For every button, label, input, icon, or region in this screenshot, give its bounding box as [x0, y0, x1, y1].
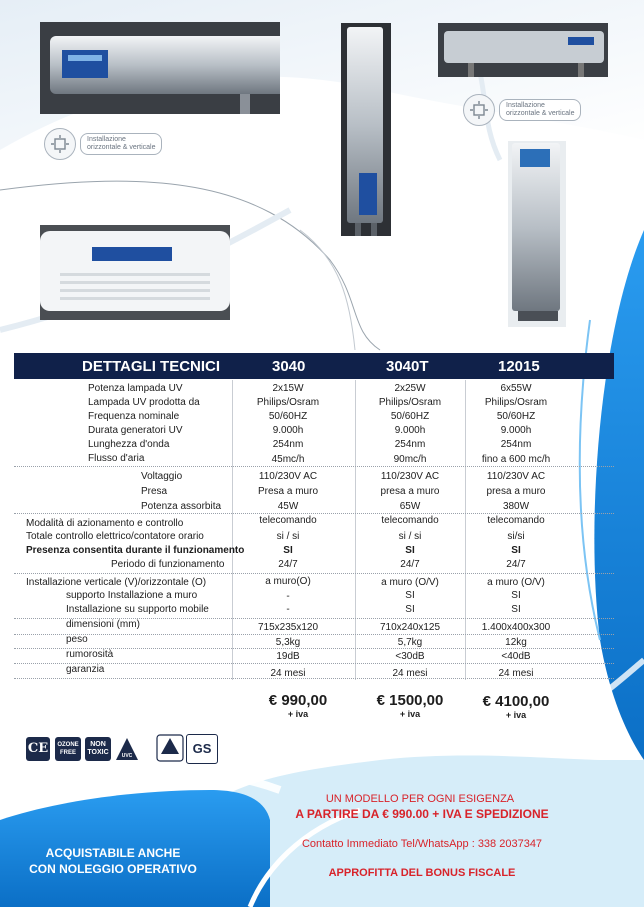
cell-3040: 5,3kg [275, 637, 301, 648]
rotate-arrows-icon [44, 128, 76, 160]
row-separator [14, 513, 614, 514]
model-3040-header: 3040 [272, 358, 306, 375]
cell-3040t: 24 mesi [392, 668, 428, 679]
rental-line2: CON NOLEGGIO OPERATIVO [29, 862, 197, 876]
cell-12015: 50/60HZ [496, 411, 536, 422]
cell-3040t: 90mc/h [393, 454, 427, 465]
price-value: € 1500,00 [376, 692, 444, 709]
model-3040t-header: 3040T [386, 358, 429, 375]
rotate-arrows-icon [463, 94, 495, 126]
cell-12015: si/si [507, 531, 525, 542]
model-12015-header: 12015 [498, 358, 540, 375]
row-label: Presenza consentita durante il funzionamento [26, 545, 245, 556]
cell-3040: 715x235x120 [257, 622, 319, 633]
uvc-text: UVC [121, 753, 133, 759]
cell-3040: telecomando [259, 515, 317, 526]
cell-3040t: 50/60HZ [390, 411, 430, 422]
cell-3040: si / si [276, 531, 300, 542]
install-badge-line1: Installazione [87, 136, 126, 143]
cell-3040t: 254nm [394, 439, 426, 450]
row-label: Totale controllo elettrico/contatore orario [26, 531, 204, 542]
price-suffix: + iva [399, 709, 421, 719]
row-label: Voltaggio [141, 471, 183, 482]
non-toxic-icon: NON TOXIC [85, 737, 111, 761]
row-label: Lunghezza d'onda [88, 439, 170, 450]
cell-3040: 50/60HZ [268, 411, 308, 422]
cell-12015: a muro (O/V) [487, 577, 545, 588]
row-label: Durata generatori UV [88, 425, 183, 436]
price-value: € 4100,00 [482, 693, 550, 710]
column-divider [355, 380, 356, 680]
cell-3040t: si / si [398, 531, 422, 542]
row-label: Modalità di azionamento e controllo [26, 518, 184, 529]
cell-12015: 6x55W [500, 383, 532, 394]
row-label: Periodo di funzionamento [111, 559, 225, 570]
cell-3040: 24/7 [278, 559, 298, 570]
cell-3040: 45W [277, 501, 299, 512]
product-wall-unit-image [40, 225, 230, 320]
cell-12015: telecomando [487, 515, 545, 526]
row-label: Presa [141, 486, 168, 497]
cell-3040: a muro(O) [265, 576, 311, 587]
cell-12015: 9.000h [500, 425, 532, 436]
product-3040-image [40, 22, 280, 114]
cell-12015: SI [511, 545, 521, 556]
row-separator [14, 573, 614, 574]
cell-3040t: telecomando [381, 515, 439, 526]
price-suffix: + iva [287, 709, 309, 719]
cell-3040: - [286, 604, 290, 615]
cell-3040: 254nm [272, 439, 304, 450]
cell-3040: Presa a muro [257, 486, 319, 497]
cell-3040t: SI [405, 590, 415, 601]
cell-3040: 110/230V AC [258, 471, 318, 482]
cell-3040: 9.000h [272, 425, 304, 436]
cell-3040t: 710x240x125 [379, 622, 441, 633]
cell-12015: fino a 600 mc/h [481, 454, 551, 465]
uvc-warning-icon [115, 737, 139, 761]
rental-line1: ACQUISTABILE ANCHE [45, 846, 181, 860]
row-label: Installazione verticale (V)/orizzontale (O) [26, 577, 207, 588]
install-badge-line1: Installazione [506, 102, 545, 109]
price-value: € 990,00 [268, 692, 328, 709]
column-divider [232, 380, 233, 680]
row-label: rumorosità [66, 649, 114, 660]
install-badge-line2: orizzontale & verticale [87, 144, 156, 151]
row-label: Lampada UV prodotta da [88, 397, 200, 408]
cell-3040: SI [283, 545, 293, 556]
cell-3040: Philips/Osram [256, 397, 320, 408]
cell-3040: 45mc/h [271, 454, 305, 465]
rental-text [29, 845, 197, 877]
table-title: DETTAGLI TECNICI [82, 358, 221, 375]
cell-12015: 254nm [500, 439, 532, 450]
row-label: supporto Installazione a muro [66, 590, 198, 601]
install-badge-left [44, 128, 162, 160]
cell-12015: 24 mesi [498, 668, 534, 679]
ozone-free-icon: OZONE FREE [55, 737, 81, 761]
tuv-mark-icon [156, 734, 184, 762]
product-12015-top-image [438, 23, 608, 77]
cell-3040t: <30dB [395, 651, 425, 662]
promo-line2: A PARTIRE DA € 990.00 + IVA E SPEDIZIONE [295, 807, 549, 821]
cell-12015: SI [511, 590, 521, 601]
row-separator [14, 466, 614, 467]
table-header [14, 353, 614, 379]
cell-12015: presa a muro [486, 486, 546, 497]
row-label: Potenza lampada UV [88, 383, 183, 394]
contact-line[interactable]: Contatto Immediato Tel/WhatsApp : 338 2037347 [301, 838, 543, 850]
price-12015 [483, 694, 550, 720]
cell-3040t: presa a muro [380, 486, 440, 497]
cell-3040t: SI [405, 604, 415, 615]
row-label: Frequenza nominale [88, 411, 180, 422]
cell-12015: 24/7 [506, 559, 526, 570]
price-3040t [377, 693, 444, 719]
row-label: garanzia [66, 664, 105, 675]
cell-3040t: Philips/Osram [378, 397, 442, 408]
cell-12015: SI [511, 604, 521, 615]
row-label: Potenza assorbita [141, 501, 222, 512]
cell-3040: 24 mesi [270, 668, 306, 679]
cell-3040: - [286, 591, 290, 602]
cell-12015: 1.400x400x300 [481, 622, 551, 633]
bonus-fiscale: APPROFITTA DEL BONUS FISCALE [328, 867, 516, 879]
gs-mark-icon: GS [186, 734, 218, 764]
cell-3040: 19dB [276, 651, 300, 662]
cell-12015: 12kg [505, 637, 527, 648]
cell-3040: 2x15W [272, 383, 304, 394]
cell-12015: 110/230V AC [486, 471, 546, 482]
row-label: peso [66, 634, 88, 645]
install-badge-line2: orizzontale & verticale [506, 110, 575, 117]
cell-12015: 380W [502, 501, 530, 512]
install-badge-right [463, 94, 581, 126]
cell-3040t: 9.000h [394, 425, 426, 436]
ce-mark-icon: CE [26, 737, 50, 761]
cell-3040t: 65W [399, 501, 421, 512]
row-label: Installazione su supporto mobile [66, 604, 209, 615]
row-separator [14, 634, 614, 635]
cell-3040t: 110/230V AC [380, 471, 440, 482]
column-divider [465, 380, 466, 680]
cell-12015: <40dB [501, 651, 531, 662]
price-suffix: + iva [505, 710, 527, 720]
cell-3040t: 5,7kg [397, 637, 423, 648]
cell-3040t: a muro (O/V) [381, 577, 439, 588]
cell-12015: Philips/Osram [484, 397, 548, 408]
product-3040t-image [341, 23, 391, 236]
price-3040 [269, 693, 327, 719]
cell-3040t: 24/7 [400, 559, 420, 570]
promo-line1: UN MODELLO PER OGNI ESIGENZA [325, 793, 515, 805]
row-label: dimensioni (mm) [66, 619, 140, 630]
product-12015-image [508, 141, 566, 327]
cell-3040t: 2x25W [394, 383, 426, 394]
row-label: Flusso d'aria [88, 453, 145, 464]
cell-3040t: SI [405, 545, 415, 556]
